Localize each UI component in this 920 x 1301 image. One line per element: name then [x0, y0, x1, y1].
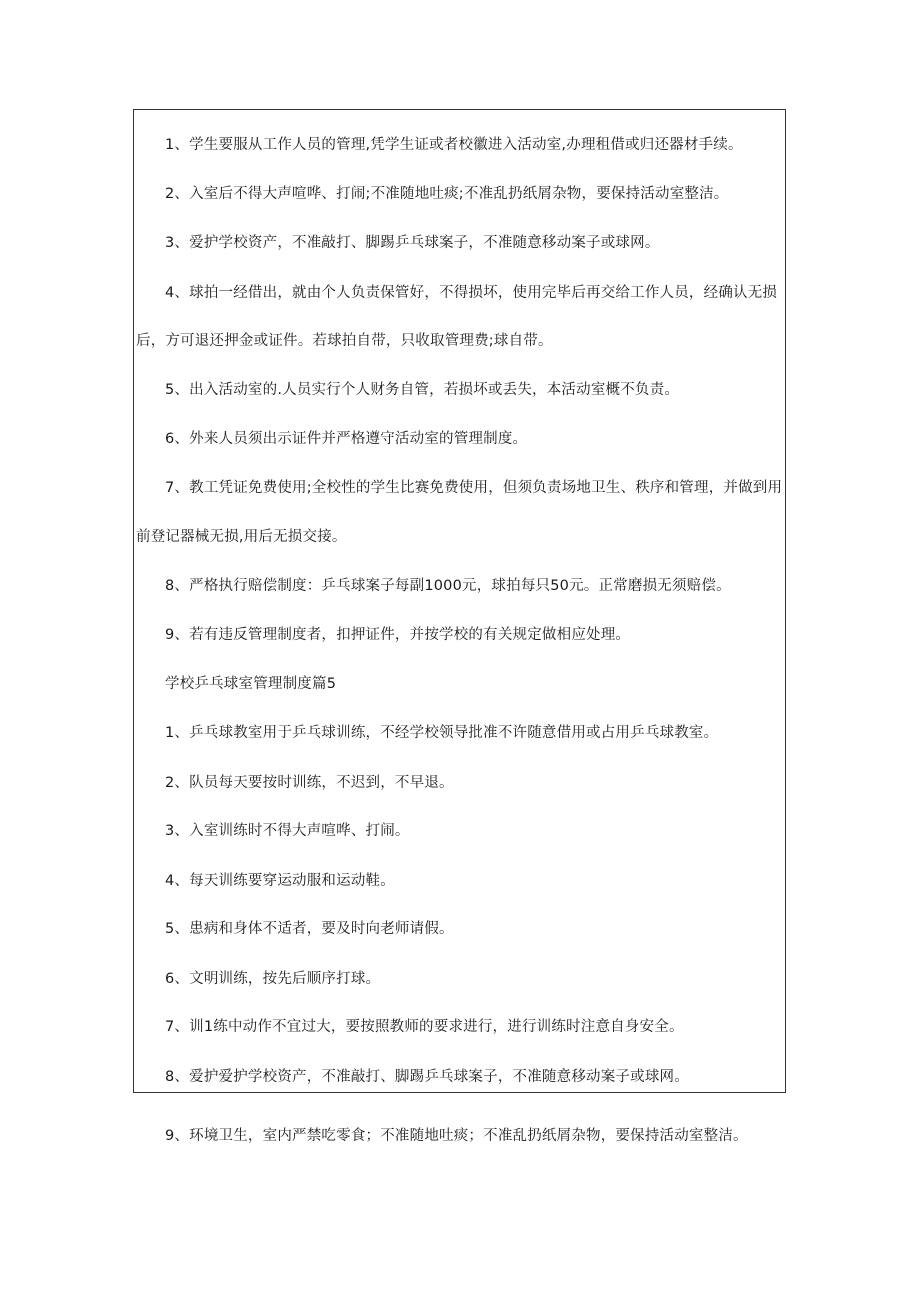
- training-rule-9: 9、环境卫生，室内严禁吃零食；不准随地吐痰；不准乱扔纸屑杂物，要保持活动室整洁。: [165, 1128, 748, 1144]
- rule-item-4-continued: 后，方可退还押金或证件。若球拍自带，只收取管理费;球自带。: [136, 333, 553, 349]
- rule-item-7-continued: 前登记器械无损,用后无损交接。: [136, 529, 347, 545]
- training-rule-8: 8、爱护爱护学校资产，不准敲打、脚踢乒乓球案子，不准随意移动案子或球网。: [165, 1069, 689, 1085]
- rule-item-4: 4、球拍一经借出，就由个人负责保管好，不得损坏，使用完毕后再交给工作人员，经确认无损: [165, 285, 778, 301]
- training-rule-3: 3、入室训练时不得大声喧哗、打闹。: [165, 823, 410, 839]
- training-rule-7: 7、训1练中动作不宜过大，要按照教师的要求进行，进行训练时注意自身安全。: [165, 1019, 684, 1035]
- page-border-box: [133, 109, 786, 1093]
- training-rule-6: 6、文明训练，按先后顺序打球。: [165, 971, 381, 987]
- training-rule-5: 5、患病和身体不适者，要及时向老师请假。: [165, 921, 454, 937]
- rule-item-9: 9、若有违反管理制度者，扣押证件，并按学校的有关规定做相应处理。: [165, 627, 631, 643]
- rule-item-3: 3、爱护学校资产，不准敲打、脚踢乒乓球案子，不准随意移动案子或球网。: [165, 235, 660, 251]
- training-rule-2: 2、队员每天要按时训练，不迟到，不早退。: [165, 775, 454, 791]
- rule-item-1: 1、学生要服从工作人员的管理,凭学生证或者校徽进入活动室,办理租借或归还器材手续。: [165, 137, 743, 153]
- rule-item-2: 2、入室后不得大声喧哗、打闹;不准随地吐痰;不准乱扔纸屑杂物，要保持活动室整洁。: [165, 186, 729, 202]
- training-rule-4: 4、每天训练要穿运动服和运动鞋。: [165, 873, 395, 889]
- rule-item-7: 7、教工凭证免费使用;全校性的学生比赛免费使用，但须负责场地卫生、秩序和管理，并做到用: [165, 480, 783, 496]
- rule-item-5: 5、出入活动室的.人员实行个人财务自管，若损坏或丢失，本活动室概不负责。: [165, 382, 680, 398]
- rule-item-8: 8、严格执行赔偿制度：乒乓球案子每副1000元，球拍每只50元。正常磨损无须赔偿。: [165, 578, 731, 594]
- training-rule-1: 1、乒乓球教室用于乒乓球训练，不经学校领导批准不许随意借用或占用乒乓球教室。: [165, 725, 719, 741]
- section-heading: 学校乒乓球室管理制度篇5: [165, 676, 337, 692]
- rule-item-6: 6、外来人员须出示证件并严格遵守活动室的管理制度。: [165, 431, 528, 447]
